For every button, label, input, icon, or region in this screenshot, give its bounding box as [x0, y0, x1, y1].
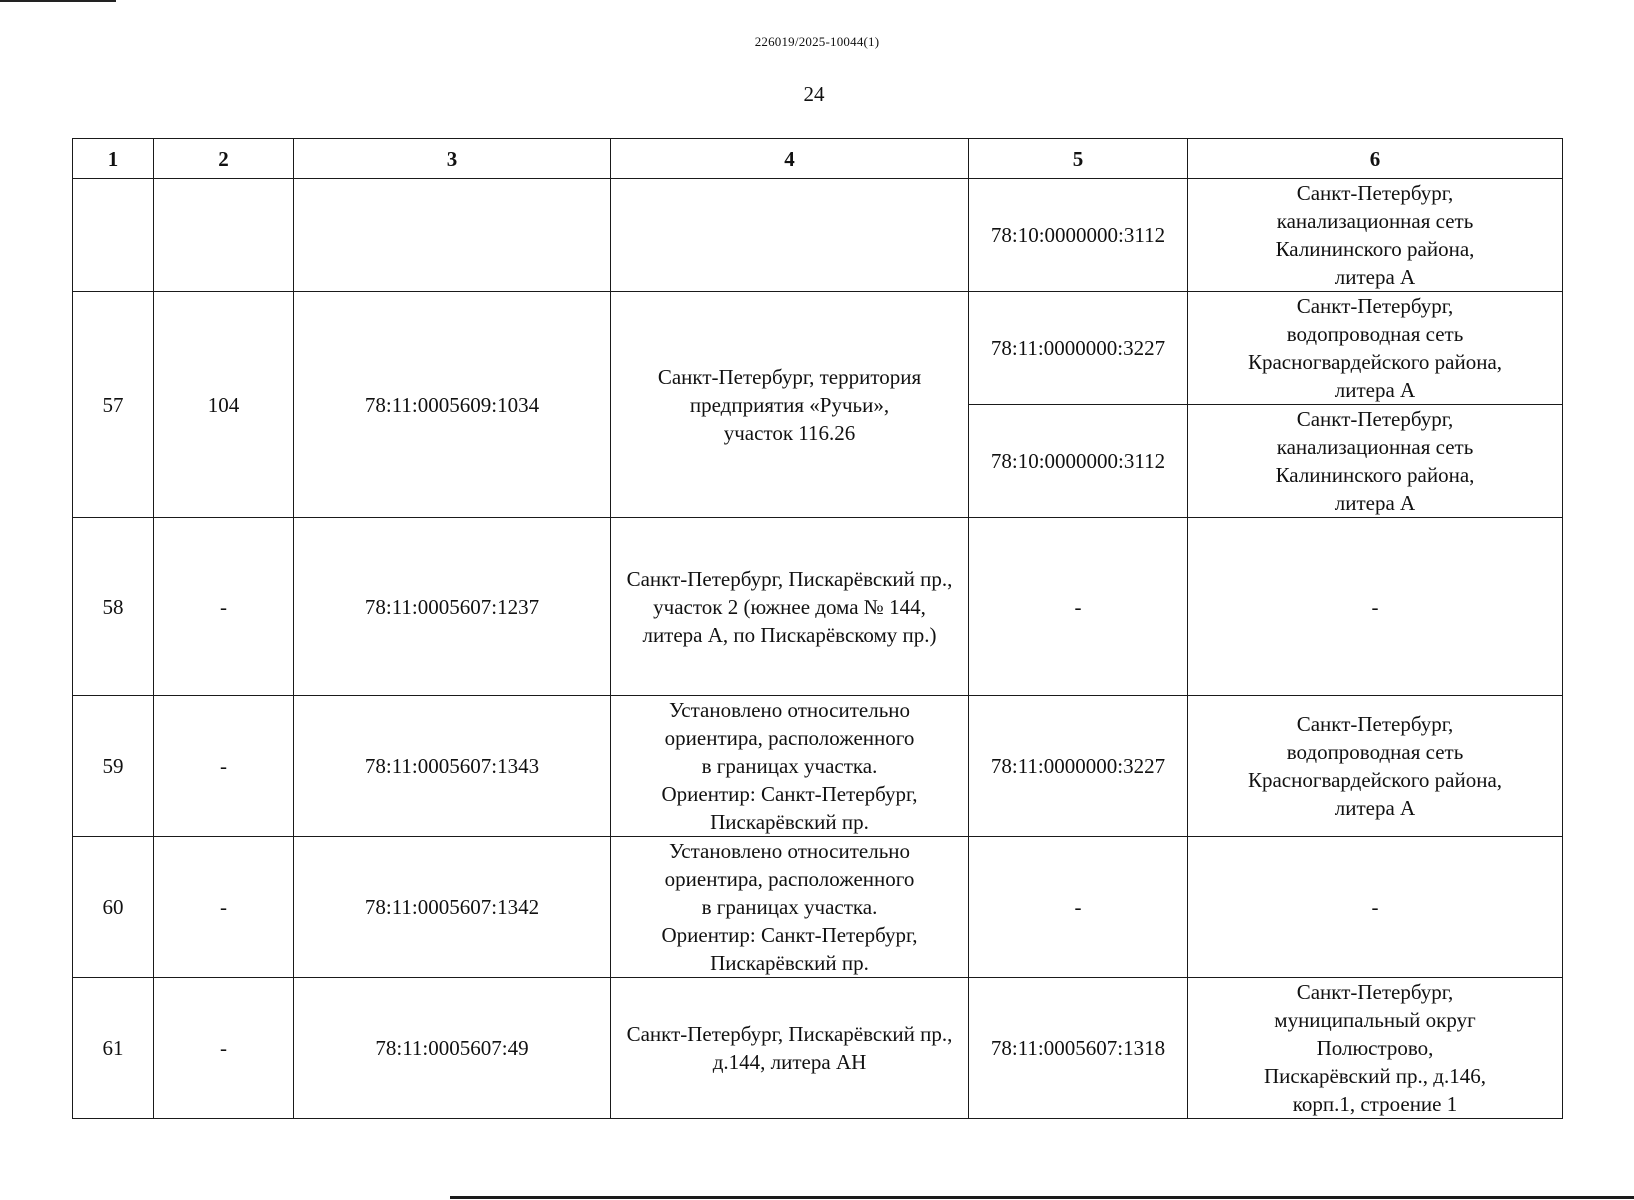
cell-cadastral-number: 78:11:0005607:1342	[294, 837, 611, 978]
cell-cadastral-number: 78:11:0005607:1343	[294, 696, 611, 837]
column-header-5: 5	[969, 139, 1188, 179]
scan-edge-bottom	[450, 1196, 1634, 1199]
table-row-continuation	[73, 179, 1563, 292]
cell-address: Санкт-Петербург, Пискарёвский пр., участок 2 (южнее дома № 144, литера А, по Пискарёвскому пр.)	[611, 518, 969, 696]
cell-parcel-number: -	[154, 696, 294, 837]
cell-engineering-address: Санкт-Петербург, канализационная сеть Калининского района, литера А	[1188, 405, 1563, 518]
cell-row-number: 58	[73, 518, 154, 696]
cell-engineering-address: Санкт-Петербург, водопроводная сеть Красногвардейского района, литера А	[1188, 696, 1563, 837]
cell-engineering-address: Санкт-Петербург, муниципальный округ Полюстрово, Пискарёвский пр., д.146, корп.1, строение 1	[1188, 978, 1563, 1119]
cell-row-number: 57	[73, 292, 154, 518]
page-number: 24	[803, 82, 825, 106]
table-row	[73, 978, 1563, 1119]
scan-edge-top	[0, 0, 116, 2]
registry-table	[72, 138, 1563, 1119]
table-row	[73, 696, 1563, 837]
cell-cadastral-engineering: -	[969, 518, 1188, 696]
cell-cadastral-number: 78:11:0005609:1034	[294, 292, 611, 518]
cell-parcel-number: -	[154, 518, 294, 696]
cell-cadastral-engineering: 78:10:0000000:3112	[969, 405, 1188, 518]
cell-address: Установлено относительно ориентира, расположенного в границах участка. Ориентир: Санкт-Петербург, Пискарёвский пр.	[611, 696, 969, 837]
column-header-2: 2	[154, 139, 294, 179]
cell-parcel-number: 104	[154, 292, 294, 518]
document-id: 226019/2025-10044(1)	[754, 34, 880, 49]
table-row	[73, 292, 1563, 405]
cell-engineering-address: Санкт-Петербург, водопроводная сеть Красногвардейского района, литера А	[1188, 292, 1563, 405]
cell-cadastral-number: 78:11:0005607:1237	[294, 518, 611, 696]
cell-address: Санкт-Петербург, Пискарёвский пр., д.144, литера АН	[611, 978, 969, 1119]
table-header-row	[73, 139, 1563, 179]
cell-parcel-number: -	[154, 978, 294, 1119]
cell-empty	[611, 179, 969, 292]
table-row	[73, 837, 1563, 978]
column-header-4: 4	[611, 139, 969, 179]
cell-engineering-address: -	[1188, 518, 1563, 696]
cell-cadastral-engineering: 78:11:0000000:3227	[969, 292, 1188, 405]
cell-row-number: 60	[73, 837, 154, 978]
cell-cadastral-number: 78:11:0005607:49	[294, 978, 611, 1119]
cell-engineering-address: Санкт-Петербург, канализационная сеть Калининского района, литера А	[1188, 179, 1563, 292]
cell-parcel-number: -	[154, 837, 294, 978]
column-header-1: 1	[73, 139, 154, 179]
cell-address: Санкт-Петербург, территория предприятия «Ручьи», участок 116.26	[611, 292, 969, 518]
cell-row-number: 59	[73, 696, 154, 837]
cell-address: Установлено относительно ориентира, расположенного в границах участка. Ориентир: Санкт-Петербург, Пискарёвский пр.	[611, 837, 969, 978]
cell-empty	[294, 179, 611, 292]
cell-cadastral-engineering: -	[969, 837, 1188, 978]
cell-cadastral-engineering: 78:11:0000000:3227	[969, 696, 1188, 837]
table-row	[73, 518, 1563, 696]
cell-cadastral-engineering: 78:11:0005607:1318	[969, 978, 1188, 1119]
cell-empty	[154, 179, 294, 292]
cell-row-number: 61	[73, 978, 154, 1119]
column-header-3: 3	[294, 139, 611, 179]
cell-cadastral-engineering: 78:10:0000000:3112	[969, 179, 1188, 292]
cell-engineering-address: -	[1188, 837, 1563, 978]
column-header-6: 6	[1188, 139, 1563, 179]
cell-empty	[73, 179, 154, 292]
